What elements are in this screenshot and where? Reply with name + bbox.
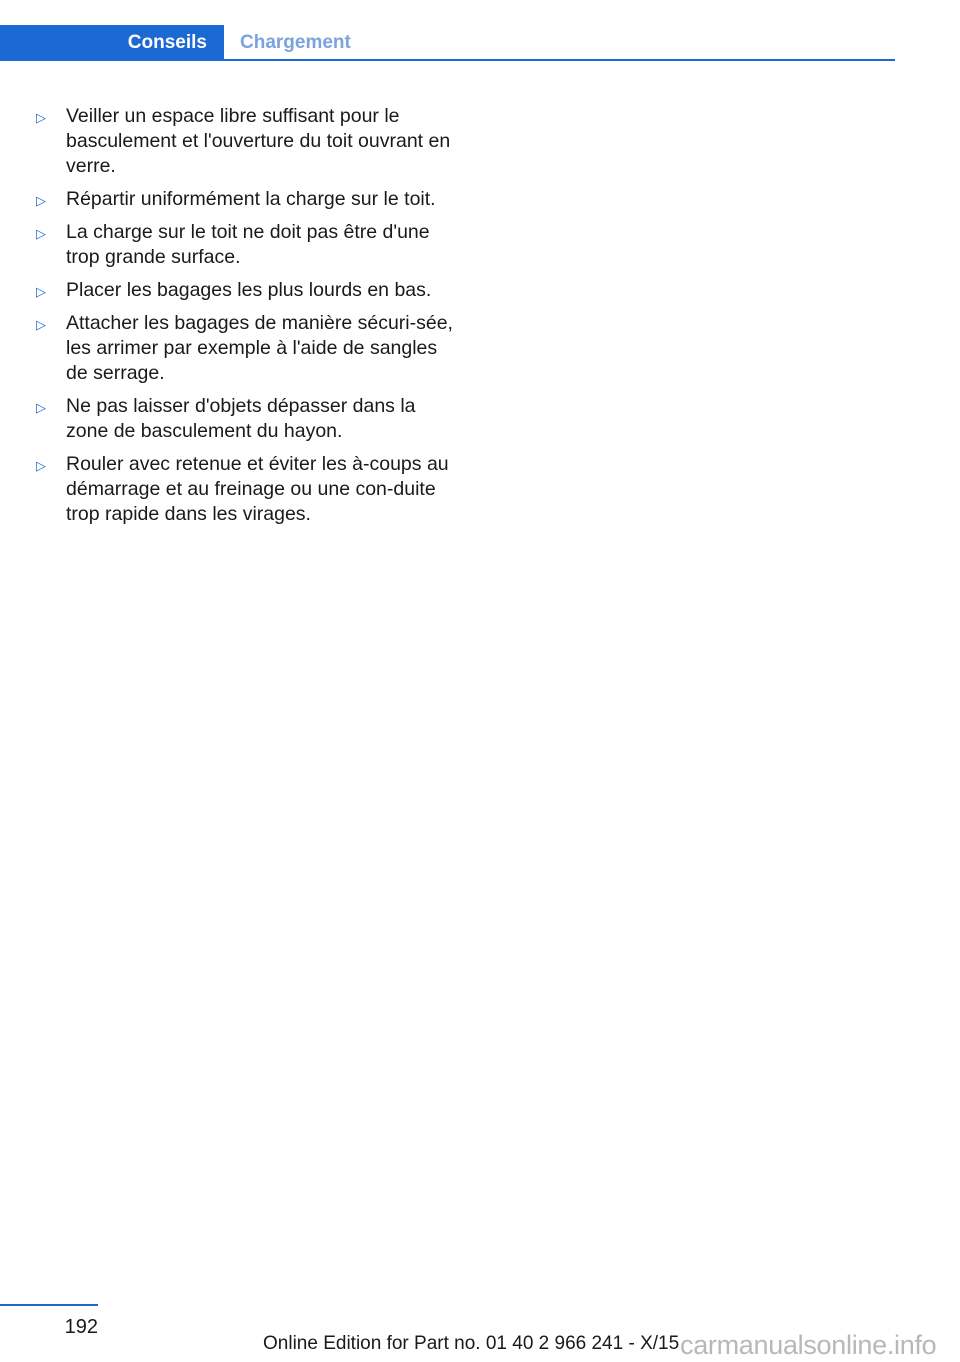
bullet-list (34, 104, 454, 527)
watermark[interactable]: carmanualsonline.info (680, 1330, 937, 1360)
footer-divider (0, 1304, 98, 1306)
triangle-bullet-icon: ▷ (36, 284, 46, 299)
list-item-text: Attacher les bagages de manière sécuri-sée, les arrimer par exemple à l'aide de sangles de serrage. (66, 312, 453, 384)
page-number: 192 (64, 1316, 98, 1338)
list-item (34, 311, 454, 386)
edition-text: Online Edition for Part no. 01 40 2 966 241 - X/15 (263, 1333, 680, 1354)
triangle-bullet-icon: ▷ (36, 110, 46, 125)
triangle-bullet-icon: ▷ (36, 193, 46, 208)
list-item (34, 452, 454, 527)
list-item (34, 220, 454, 270)
triangle-bullet-icon: ▷ (36, 317, 46, 332)
list-item (34, 278, 454, 303)
tab-conseils[interactable] (0, 25, 224, 61)
triangle-bullet-icon: ▷ (36, 458, 46, 473)
list-item-text: Ne pas laisser d'objets dépasser dans la zone de basculement du hayon. (66, 395, 416, 442)
list-item-text: Répartir uniformément la charge sur le toit. (66, 188, 436, 210)
tab-chargement-label: Chargement (240, 32, 351, 53)
list-item (34, 187, 454, 212)
list-item-text: Rouler avec retenue et éviter les à-coups au démarrage et au freinage ou une con-duite trop rapide dans les virages. (66, 453, 449, 525)
header-divider (224, 59, 895, 61)
triangle-bullet-icon: ▷ (36, 400, 46, 415)
list-item-text: La charge sur le toit ne doit pas être d'une trop grande surface. (66, 221, 430, 268)
list-item (34, 394, 454, 444)
header (0, 25, 895, 61)
tab-conseils-label: Conseils (127, 32, 207, 53)
tab-chargement[interactable] (240, 25, 351, 61)
triangle-bullet-icon: ▷ (36, 226, 46, 241)
list-item (34, 104, 454, 179)
main-content (34, 104, 454, 535)
list-item-text: Placer les bagages les plus lourds en bas. (66, 279, 432, 301)
list-item-text: Veiller un espace libre suffisant pour le basculement et l'ouverture du toit ouvrant en verre. (66, 105, 451, 177)
